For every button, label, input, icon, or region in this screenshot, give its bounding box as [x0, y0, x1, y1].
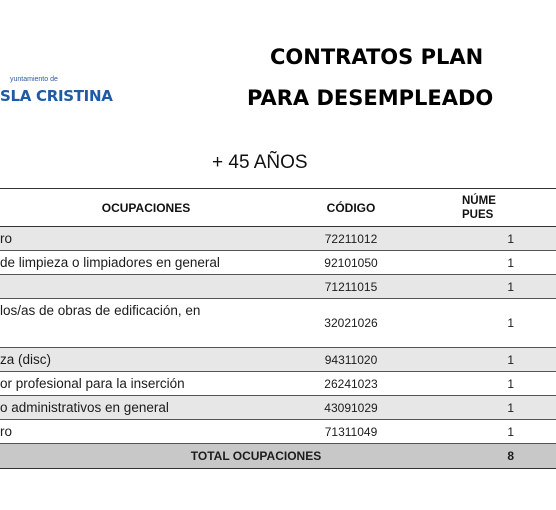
table-row [0, 227, 556, 251]
page-title-line2: PARA DESEMPLEADO [247, 86, 494, 110]
count-cell: 1 [406, 251, 556, 275]
count-cell: 1 [406, 227, 556, 251]
header-code: CÓDIGO [296, 189, 406, 227]
count-cell: 1 [406, 299, 556, 348]
code-cell: 26241023 [296, 372, 406, 396]
code-cell: 72211012 [296, 227, 406, 251]
logo-wordmark: SLA CRISTINA [0, 87, 113, 105]
count-cell: 1 [406, 275, 556, 299]
header-count [406, 189, 556, 227]
table-row [0, 251, 556, 275]
table-row [0, 420, 556, 444]
occupation-cell: o administrativos en general [0, 396, 296, 420]
age-group-subtitle: + 45 AÑOS [212, 152, 308, 173]
total-label: TOTAL OCUPACIONES [0, 444, 406, 469]
table-row [0, 348, 556, 372]
code-cell: 71211015 [296, 275, 406, 299]
occupation-cell: za (disc) [0, 348, 296, 372]
occupation-cell: ro [0, 227, 296, 251]
table-row [0, 275, 556, 299]
occupations-table [0, 188, 556, 469]
code-cell: 32021026 [296, 299, 406, 348]
page-title-line1: CONTRATOS PLAN [270, 45, 484, 69]
header-occupations: OCUPACIONES [0, 189, 296, 227]
code-cell: 92101050 [296, 251, 406, 275]
code-cell: 94311020 [296, 348, 406, 372]
occupation-cell: or profesional para la inserción [0, 372, 296, 396]
occupation-cell: de limpieza o limpiadores en general [0, 251, 296, 275]
logo-caption: yuntamiento de [10, 76, 58, 83]
count-cell: 1 [406, 396, 556, 420]
count-cell: 1 [406, 348, 556, 372]
count-cell: 1 [406, 372, 556, 396]
header-count-line1: NÚME [462, 194, 496, 207]
table-row [0, 299, 556, 348]
total-row [0, 444, 556, 469]
total-value: 8 [406, 444, 556, 469]
occupation-cell: ro [0, 420, 296, 444]
table-header-row [0, 189, 556, 227]
table-row [0, 372, 556, 396]
code-cell: 71311049 [296, 420, 406, 444]
code-cell: 43091029 [296, 396, 406, 420]
count-cell: 1 [406, 420, 556, 444]
occupation-cell [0, 275, 296, 299]
header-count-line2: PUES [462, 208, 494, 221]
occupation-cell: los/as de obras de edificación, en [0, 299, 296, 348]
table-row [0, 396, 556, 420]
